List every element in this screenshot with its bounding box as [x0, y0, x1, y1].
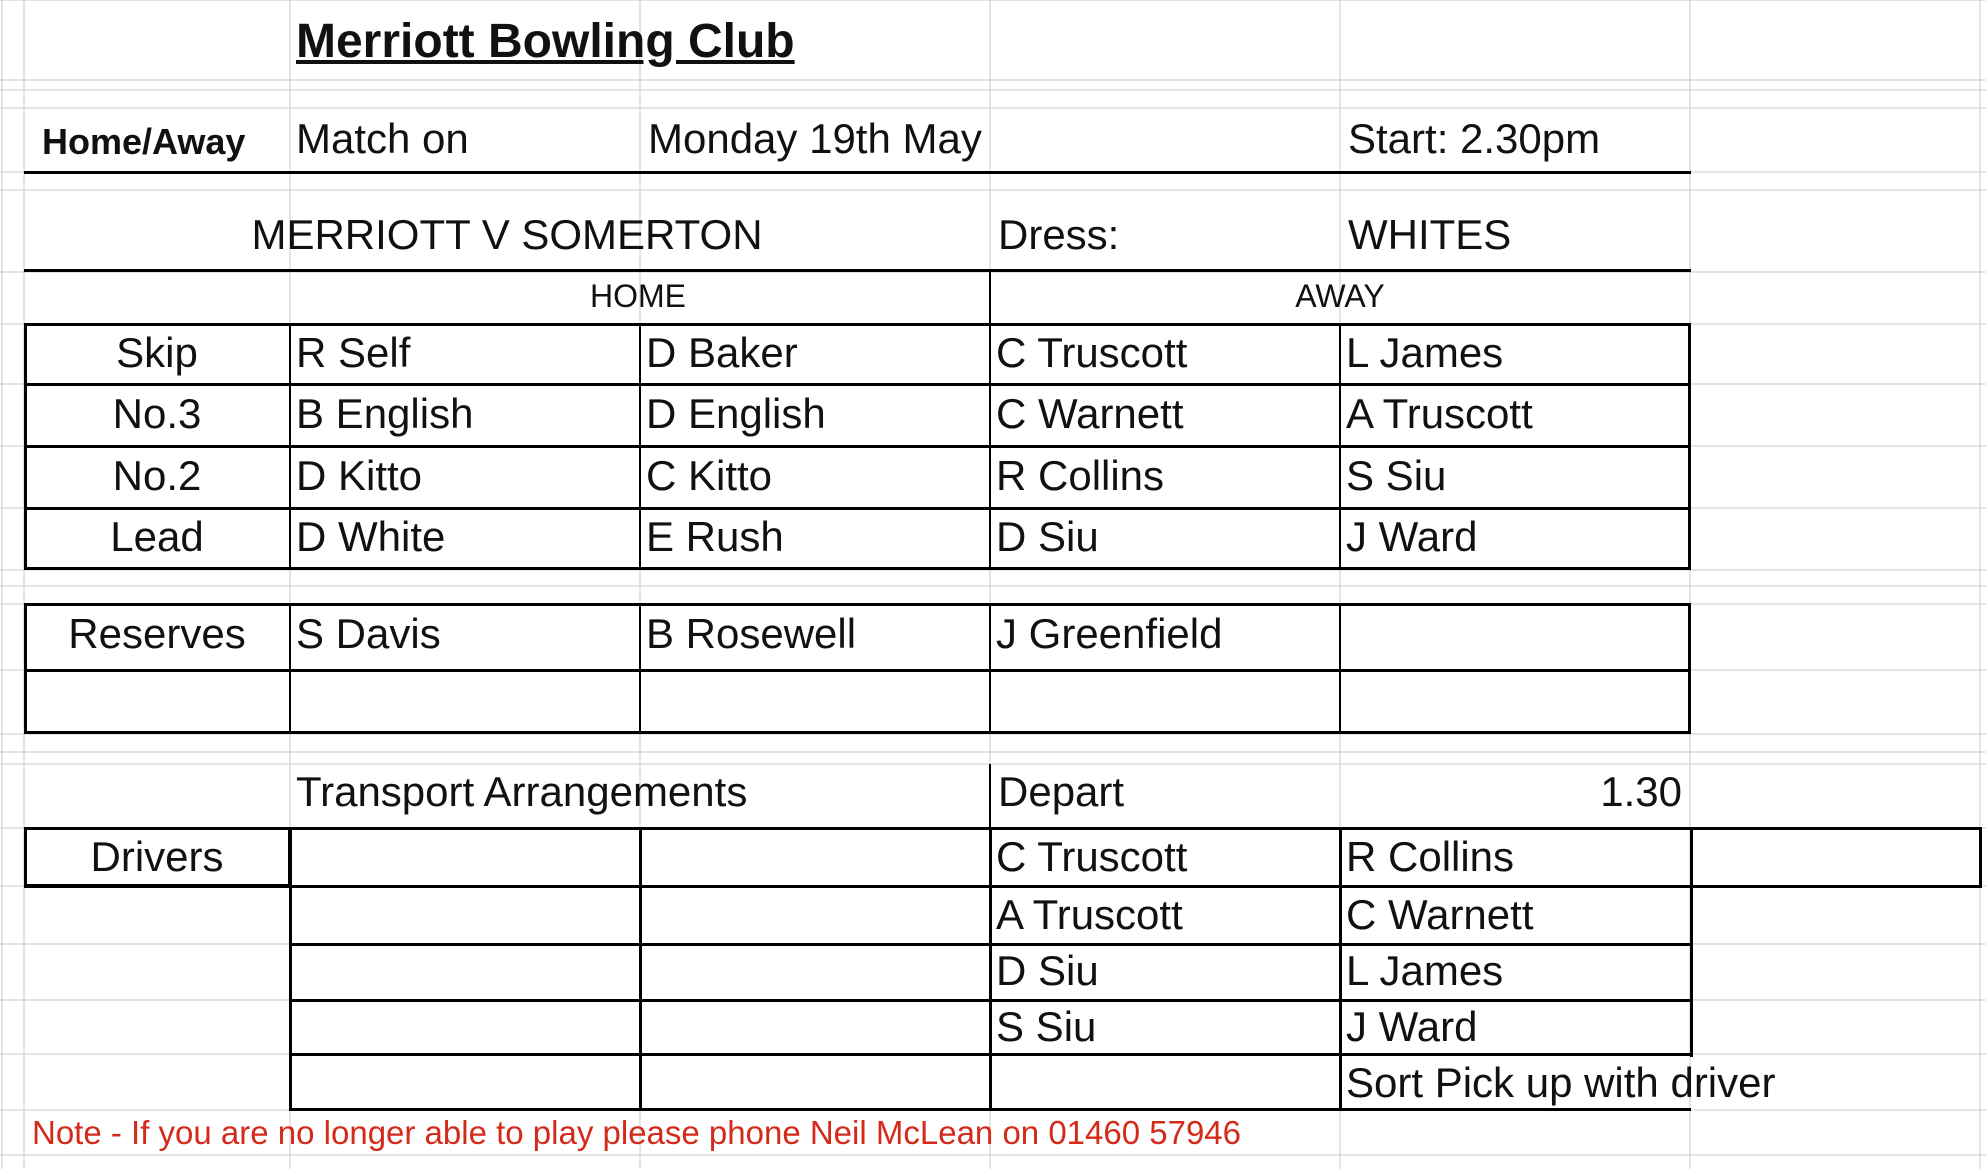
drivers-row-divider	[290, 999, 1691, 1002]
drivers-col-divider	[289, 827, 292, 1111]
passenger-cell: C Warnett	[1346, 891, 1534, 938]
position-label: No.2	[112, 452, 202, 499]
divider-match-info	[24, 171, 1691, 174]
position-label: No.3	[112, 390, 202, 437]
match-date: Monday 19th May	[648, 115, 982, 162]
driver-cell: S Siu	[996, 1003, 1097, 1050]
player-cell: S Siu	[1346, 452, 1447, 499]
drivers-col-divider	[1979, 827, 1982, 887]
home-away-label: Home/Away	[42, 121, 246, 162]
reserves-col-divider	[639, 603, 641, 734]
player-cell: L James	[1346, 329, 1504, 376]
player-cell: D English	[646, 390, 826, 437]
driver-cell: D Siu	[996, 947, 1099, 994]
dress-label: Dress:	[998, 211, 1120, 258]
driver-cell: C Truscott	[996, 833, 1188, 880]
drivers-label: Drivers	[90, 833, 224, 880]
drivers-col-divider	[639, 827, 642, 1111]
divider-fixture	[24, 269, 1691, 272]
passenger-cell: L James	[1346, 947, 1504, 994]
team-col-divider	[289, 323, 291, 570]
reserves-row-divider	[24, 669, 1691, 672]
driver-cell: A Truscott	[996, 891, 1183, 938]
player-cell: E Rush	[646, 513, 784, 560]
team-col-divider	[989, 323, 991, 570]
team-col-divider	[1339, 323, 1341, 570]
drivers-col-divider	[1690, 827, 1693, 1057]
drivers-top-border	[24, 827, 1982, 830]
team-row-divider	[24, 445, 1691, 448]
player-cell: R Self	[296, 329, 411, 376]
player-cell: J Ward	[1346, 513, 1478, 560]
club-title: Merriott Bowling Club	[296, 15, 795, 68]
reserve-cell: B Rosewell	[646, 610, 857, 657]
reserves-col-divider	[989, 603, 991, 734]
reserve-cell: S Davis	[296, 610, 441, 657]
position-label: Skip	[116, 329, 198, 376]
player-cell: B English	[296, 390, 474, 437]
team-col-divider	[639, 323, 641, 570]
pickup-note: Sort Pick up with driver	[1346, 1059, 1776, 1106]
player-cell: D White	[296, 513, 446, 560]
depart-label: Depart	[998, 768, 1125, 815]
reserve-cell: J Greenfield	[996, 610, 1223, 657]
player-cell: C Truscott	[996, 329, 1188, 376]
drivers-row-divider	[290, 943, 1691, 946]
player-cell: D Baker	[646, 329, 798, 376]
dress-code: WHITES	[1348, 211, 1512, 258]
match-on-label: Match on	[296, 115, 469, 162]
player-cell: D Siu	[996, 513, 1099, 560]
drivers-row-divider	[24, 885, 1982, 888]
reserves-label: Reserves	[68, 610, 246, 657]
reserves-col-divider	[289, 603, 291, 734]
team-row-divider	[24, 507, 1691, 510]
contact-note: Note - If you are no longer able to play please phone Neil McLean on 01460 57946	[32, 1114, 1242, 1151]
drivers-col-divider	[989, 827, 992, 1111]
depart-time: 1.30	[1600, 768, 1682, 815]
player-cell: R Collins	[996, 452, 1165, 499]
drivers-col-divider	[1339, 827, 1342, 1111]
player-cell: C Warnett	[996, 390, 1184, 437]
fixture-name: MERRIOTT V SOMERTON	[251, 211, 763, 258]
passenger-cell: R Collins	[1346, 833, 1515, 880]
reserves-col-divider	[1339, 603, 1341, 734]
away-header: AWAY	[1295, 278, 1385, 314]
home-header: HOME	[590, 278, 686, 314]
player-cell: D Kitto	[296, 452, 423, 499]
team-row-divider	[24, 383, 1691, 386]
transport-col-divider	[989, 764, 991, 828]
transport-label: Transport Arrangements	[296, 768, 748, 815]
start-time: Start: 2.30pm	[1348, 115, 1601, 162]
passenger-cell: J Ward	[1346, 1003, 1478, 1050]
player-cell: C Kitto	[646, 452, 773, 499]
drivers-row-divider	[290, 1053, 1691, 1056]
divider-home-away	[989, 270, 991, 326]
drivers-row-divider	[290, 1108, 1691, 1111]
position-label: Lead	[110, 513, 204, 560]
player-cell: A Truscott	[1346, 390, 1533, 437]
